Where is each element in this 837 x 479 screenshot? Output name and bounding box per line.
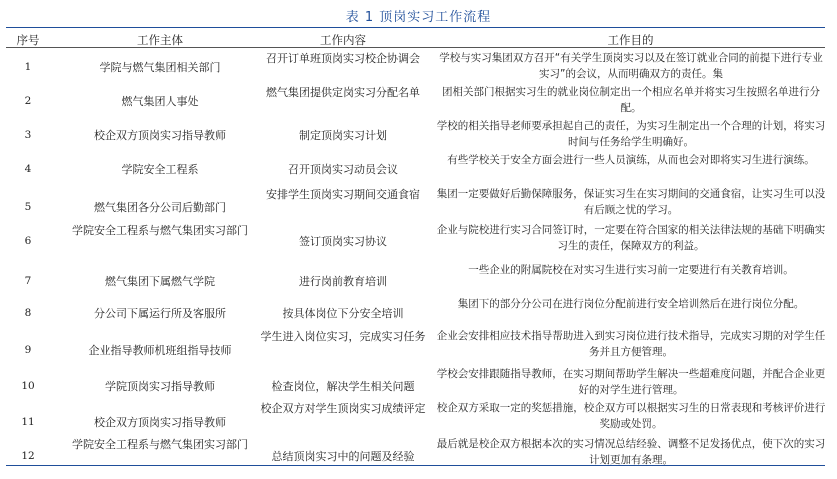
row-content: 安排学生顶岗实习期间交通食宿 <box>266 188 420 201</box>
row-goal: 一些企业的附属院校在对实习生进行实习前一定要进行有关教育培训。 <box>468 264 794 276</box>
row-number: 2 <box>24 95 32 107</box>
row-number: 8 <box>24 307 32 319</box>
row-content: 召开顶岗实习动员会议 <box>288 163 398 176</box>
row-number: 4 <box>24 163 32 175</box>
row-number: 9 <box>24 344 32 356</box>
row-number: 6 <box>24 235 32 247</box>
row-number: 10 <box>21 380 35 392</box>
row-subject: 燃气集团下属燃气学院 <box>105 275 215 288</box>
header-goal: 工作目的 <box>607 33 654 47</box>
row-subject: 企业指导教师机班组指导技师 <box>88 344 232 357</box>
row-content: 签订顶岗实习协议 <box>299 235 387 248</box>
row-goal: 团相关部门根据实习生的就业岗位制定出一个相应名单并将实习生按照名单进行分配。 <box>442 86 820 114</box>
row-number: 11 <box>21 416 35 428</box>
row-content: 校企双方对学生顶岗实习成绩评定 <box>260 402 426 415</box>
row-subject: 校企双方顶岗实习指导教师 <box>94 129 226 142</box>
row-content: 按具体岗位下分安全培训 <box>282 307 404 320</box>
row-number: 5 <box>24 201 32 213</box>
row-goal: 企业与院校进行实习合同签订时，一定要在符合国家的相关法律法规的基础下明确实习生的责任，保障双方的利益。 <box>436 224 826 252</box>
row-content: 召开订单班顶岗实习校企协调会 <box>266 52 420 65</box>
header-no: 序号 <box>16 33 40 47</box>
row-subject: 学院安全工程系 <box>121 163 199 176</box>
row-goal: 最后就是校企双方根据本次的实习情况总结经验、调整不足发扬优点，使下次的实习计划更加有条理。 <box>436 438 826 466</box>
row-number: 12 <box>21 450 35 462</box>
row-goal: 校企双方采取一定的奖惩措施，校企双方可以根据实习生的日常表现和考核评价进行奖励或处罚。 <box>436 402 826 430</box>
row-goal: 学校与实习集团双方召开“有关学生顶岗实习以及在签订就业合同的前提下进行专业实习”的会议，从而明确双方的责任。集 <box>439 52 823 80</box>
row-content: 学生进入岗位实习，完成实习任务 <box>260 330 426 343</box>
row-goal: 集团一定要做好后勤保障服务，保证实习生在实习期间的交通食宿，让实习生可以没有后顾之忧的学习。 <box>436 188 826 216</box>
row-subject: 学院安全工程系与燃气集团实习部门 <box>72 438 248 451</box>
row-content: 进行岗前教育培训 <box>299 275 387 288</box>
bottom-rule <box>6 465 825 466</box>
row-goal: 学校会安排跟随指导教师，在实习期间帮助学生解决一些超难度问题，并配合企业更好的对学生进行管理。 <box>436 368 826 396</box>
row-number: 7 <box>24 275 32 287</box>
row-number: 1 <box>24 61 32 73</box>
row-subject: 校企双方顶岗实习指导教师 <box>94 416 226 429</box>
row-content: 制定顶岗实习计划 <box>299 129 387 142</box>
row-goal: 有些学校关于安全方面会进行一些人员演练，从而也会对即将实习生进行演练。 <box>447 154 815 166</box>
row-subject: 学院安全工程系与燃气集团实习部门 <box>72 224 248 237</box>
row-content: 总结顶岗实习中的问题及经验 <box>271 450 415 463</box>
row-number: 3 <box>24 129 32 141</box>
row-content: 检查岗位，解决学生相关问题 <box>271 380 415 393</box>
row-subject: 燃气集团人事处 <box>121 95 199 108</box>
header-content: 工作内容 <box>320 33 366 47</box>
row-subject: 燃气集团各分公司后勤部门 <box>94 201 226 214</box>
row-subject: 学院与燃气集团相关部门 <box>99 61 221 74</box>
header-rule <box>6 47 825 48</box>
row-goal: 企业会安排相应技术指导帮助进入到实习岗位进行技术指导，完成实习期的对学生任务并且方便管理。 <box>436 330 826 358</box>
row-goal: 集团下的部分分公司在进行岗位分配前进行安全培训然后在进行岗位分配。 <box>457 298 805 310</box>
row-goal: 学校的相关指导老师要承担起自己的责任，为实习生制定出一个合理的计划，将实习时间与任务给学生明确好。 <box>436 120 826 148</box>
header-subject: 工作主体 <box>137 33 183 47</box>
top-rule <box>6 27 825 28</box>
table-title: 表 1 顶岗实习工作流程 <box>345 10 492 25</box>
row-subject: 学院顶岗实习指导教师 <box>105 380 215 393</box>
row-subject: 分公司下属运行所及客服所 <box>94 307 226 320</box>
row-content: 燃气集团提供定岗实习分配名单 <box>266 86 420 99</box>
